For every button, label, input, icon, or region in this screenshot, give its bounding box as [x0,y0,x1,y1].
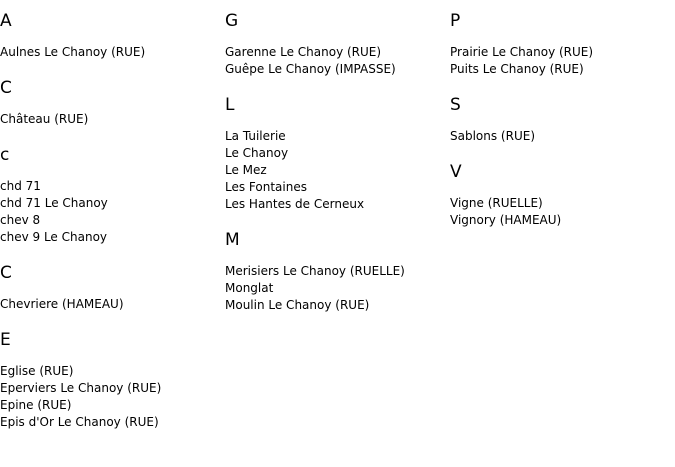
street-link[interactable]: chd 71 Le Chanoy [0,196,108,210]
street-list [450,195,672,229]
street-link[interactable]: chev 8 [0,213,41,227]
street-link[interactable]: Vignory (HAMEAU) [450,213,562,227]
street-link[interactable]: Monglat [225,281,274,295]
street-link[interactable]: Moulin Le Chanoy (RUE) [225,298,370,312]
street-link[interactable]: Garenne Le Chanoy (RUE) [225,45,382,59]
letter-heading: S [450,95,461,115]
letter-group [450,10,672,78]
street-link[interactable]: Le Mez [225,163,267,177]
street-list [225,128,447,213]
street-link[interactable]: chev 9 Le Chanoy [0,230,108,244]
letter-heading: L [225,95,235,115]
letter-heading: C [0,263,12,283]
street-link[interactable]: Merisiers Le Chanoy (RUELLE) [225,264,405,278]
street-index-column-2 [225,10,447,330]
letter-heading: C [0,78,12,98]
street-link[interactable]: chd 71 [0,179,41,193]
street-list [0,44,222,61]
street-list [450,128,672,145]
letter-group [450,94,672,145]
letter-group [0,10,222,61]
letter-heading: A [0,11,12,31]
street-link[interactable]: La Tuilerie [225,129,286,143]
street-link[interactable]: Eglise (RUE) [0,364,74,378]
street-link[interactable]: Les Fontaines [225,180,307,194]
letter-group [0,144,222,246]
street-link[interactable]: Vigne (RUELLE) [450,196,543,210]
street-link[interactable]: Epine (RUE) [0,398,72,412]
letter-heading: V [450,162,462,182]
street-list [0,296,222,313]
letter-group [0,329,222,431]
letter-group [0,262,222,313]
street-list [0,111,222,128]
letter-group [225,94,447,213]
street-list [225,44,447,78]
street-link[interactable]: Eperviers Le Chanoy (RUE) [0,381,162,395]
street-link[interactable]: Guêpe Le Chanoy (IMPASSE) [225,62,396,76]
street-link[interactable]: Château (RUE) [0,112,89,126]
street-link[interactable]: Le Chanoy [225,146,289,160]
letter-heading: M [225,230,240,250]
letter-heading: c [0,145,10,165]
letter-heading: P [450,11,461,31]
letter-group [0,77,222,128]
letter-group [225,10,447,78]
street-link[interactable]: Les Hantes de Cerneux [225,197,365,211]
street-list [0,178,222,246]
street-list [450,44,672,78]
street-link[interactable]: Sablons (RUE) [450,129,536,143]
street-link[interactable]: Prairie Le Chanoy (RUE) [450,45,594,59]
street-index-column-3 [450,10,672,245]
street-link[interactable]: Aulnes Le Chanoy (RUE) [0,45,146,59]
street-link[interactable]: Epis d'Or Le Chanoy (RUE) [0,415,159,429]
letter-heading: G [225,11,239,31]
letter-heading: E [0,330,11,350]
street-index-column-1 [0,10,222,447]
street-list [225,263,447,314]
street-link[interactable]: Puits Le Chanoy (RUE) [450,62,584,76]
letter-group [225,229,447,314]
letter-group [450,161,672,229]
street-list [0,363,222,431]
street-link[interactable]: Chevriere (HAMEAU) [0,297,124,311]
